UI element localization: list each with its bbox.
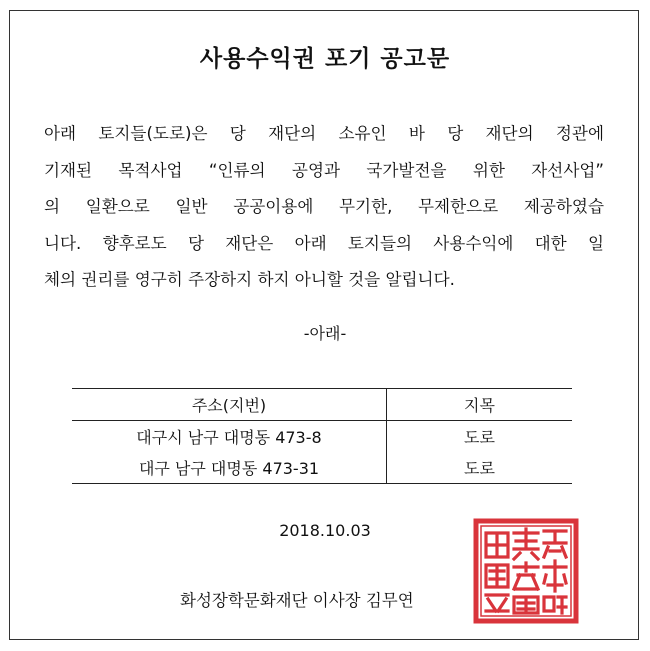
notice-line: 의 일환으로 일반 공공이용에 무기한, 무제한으로 제공하였습	[44, 197, 604, 216]
section-label: -아래-	[303, 324, 347, 343]
table-row	[72, 421, 572, 453]
cell-land-category: 도로	[387, 452, 573, 484]
cell-address: 대구 남구 대명동 473-31	[72, 452, 387, 484]
table-header-row	[72, 389, 572, 421]
table-row	[72, 452, 572, 484]
notice-date: 2018.10.03	[279, 521, 371, 540]
notice-line: 아래 토지들(도로)은 당 재단의 소유인 바 당 재단의 정관에	[44, 124, 604, 143]
official-seal-icon	[470, 515, 582, 627]
signature-line: 화성장학문화재단 이사장 김무연	[180, 591, 414, 610]
notice-line: 체의 권리를 영구히 주장하지 하지 아니할 것을 알립니다.	[44, 270, 455, 289]
header-land-category: 지목	[387, 389, 573, 421]
header-address: 주소(지번)	[72, 389, 387, 421]
notice-body	[44, 116, 604, 299]
document-title: 사용수익권 포기 공고문	[199, 46, 451, 72]
notice-line: 기재된 목적사업 “인류의 공영과 국가발전을 위한 자선사업”	[44, 160, 604, 180]
parcel-table	[72, 388, 572, 484]
cell-address: 대구시 남구 대명동 473-8	[72, 421, 387, 453]
notice-line: 니다. 향후로도 당 재단은 아래 토지들의 사용수익에 대한 일	[44, 233, 604, 253]
cell-land-category: 도로	[464, 428, 495, 447]
